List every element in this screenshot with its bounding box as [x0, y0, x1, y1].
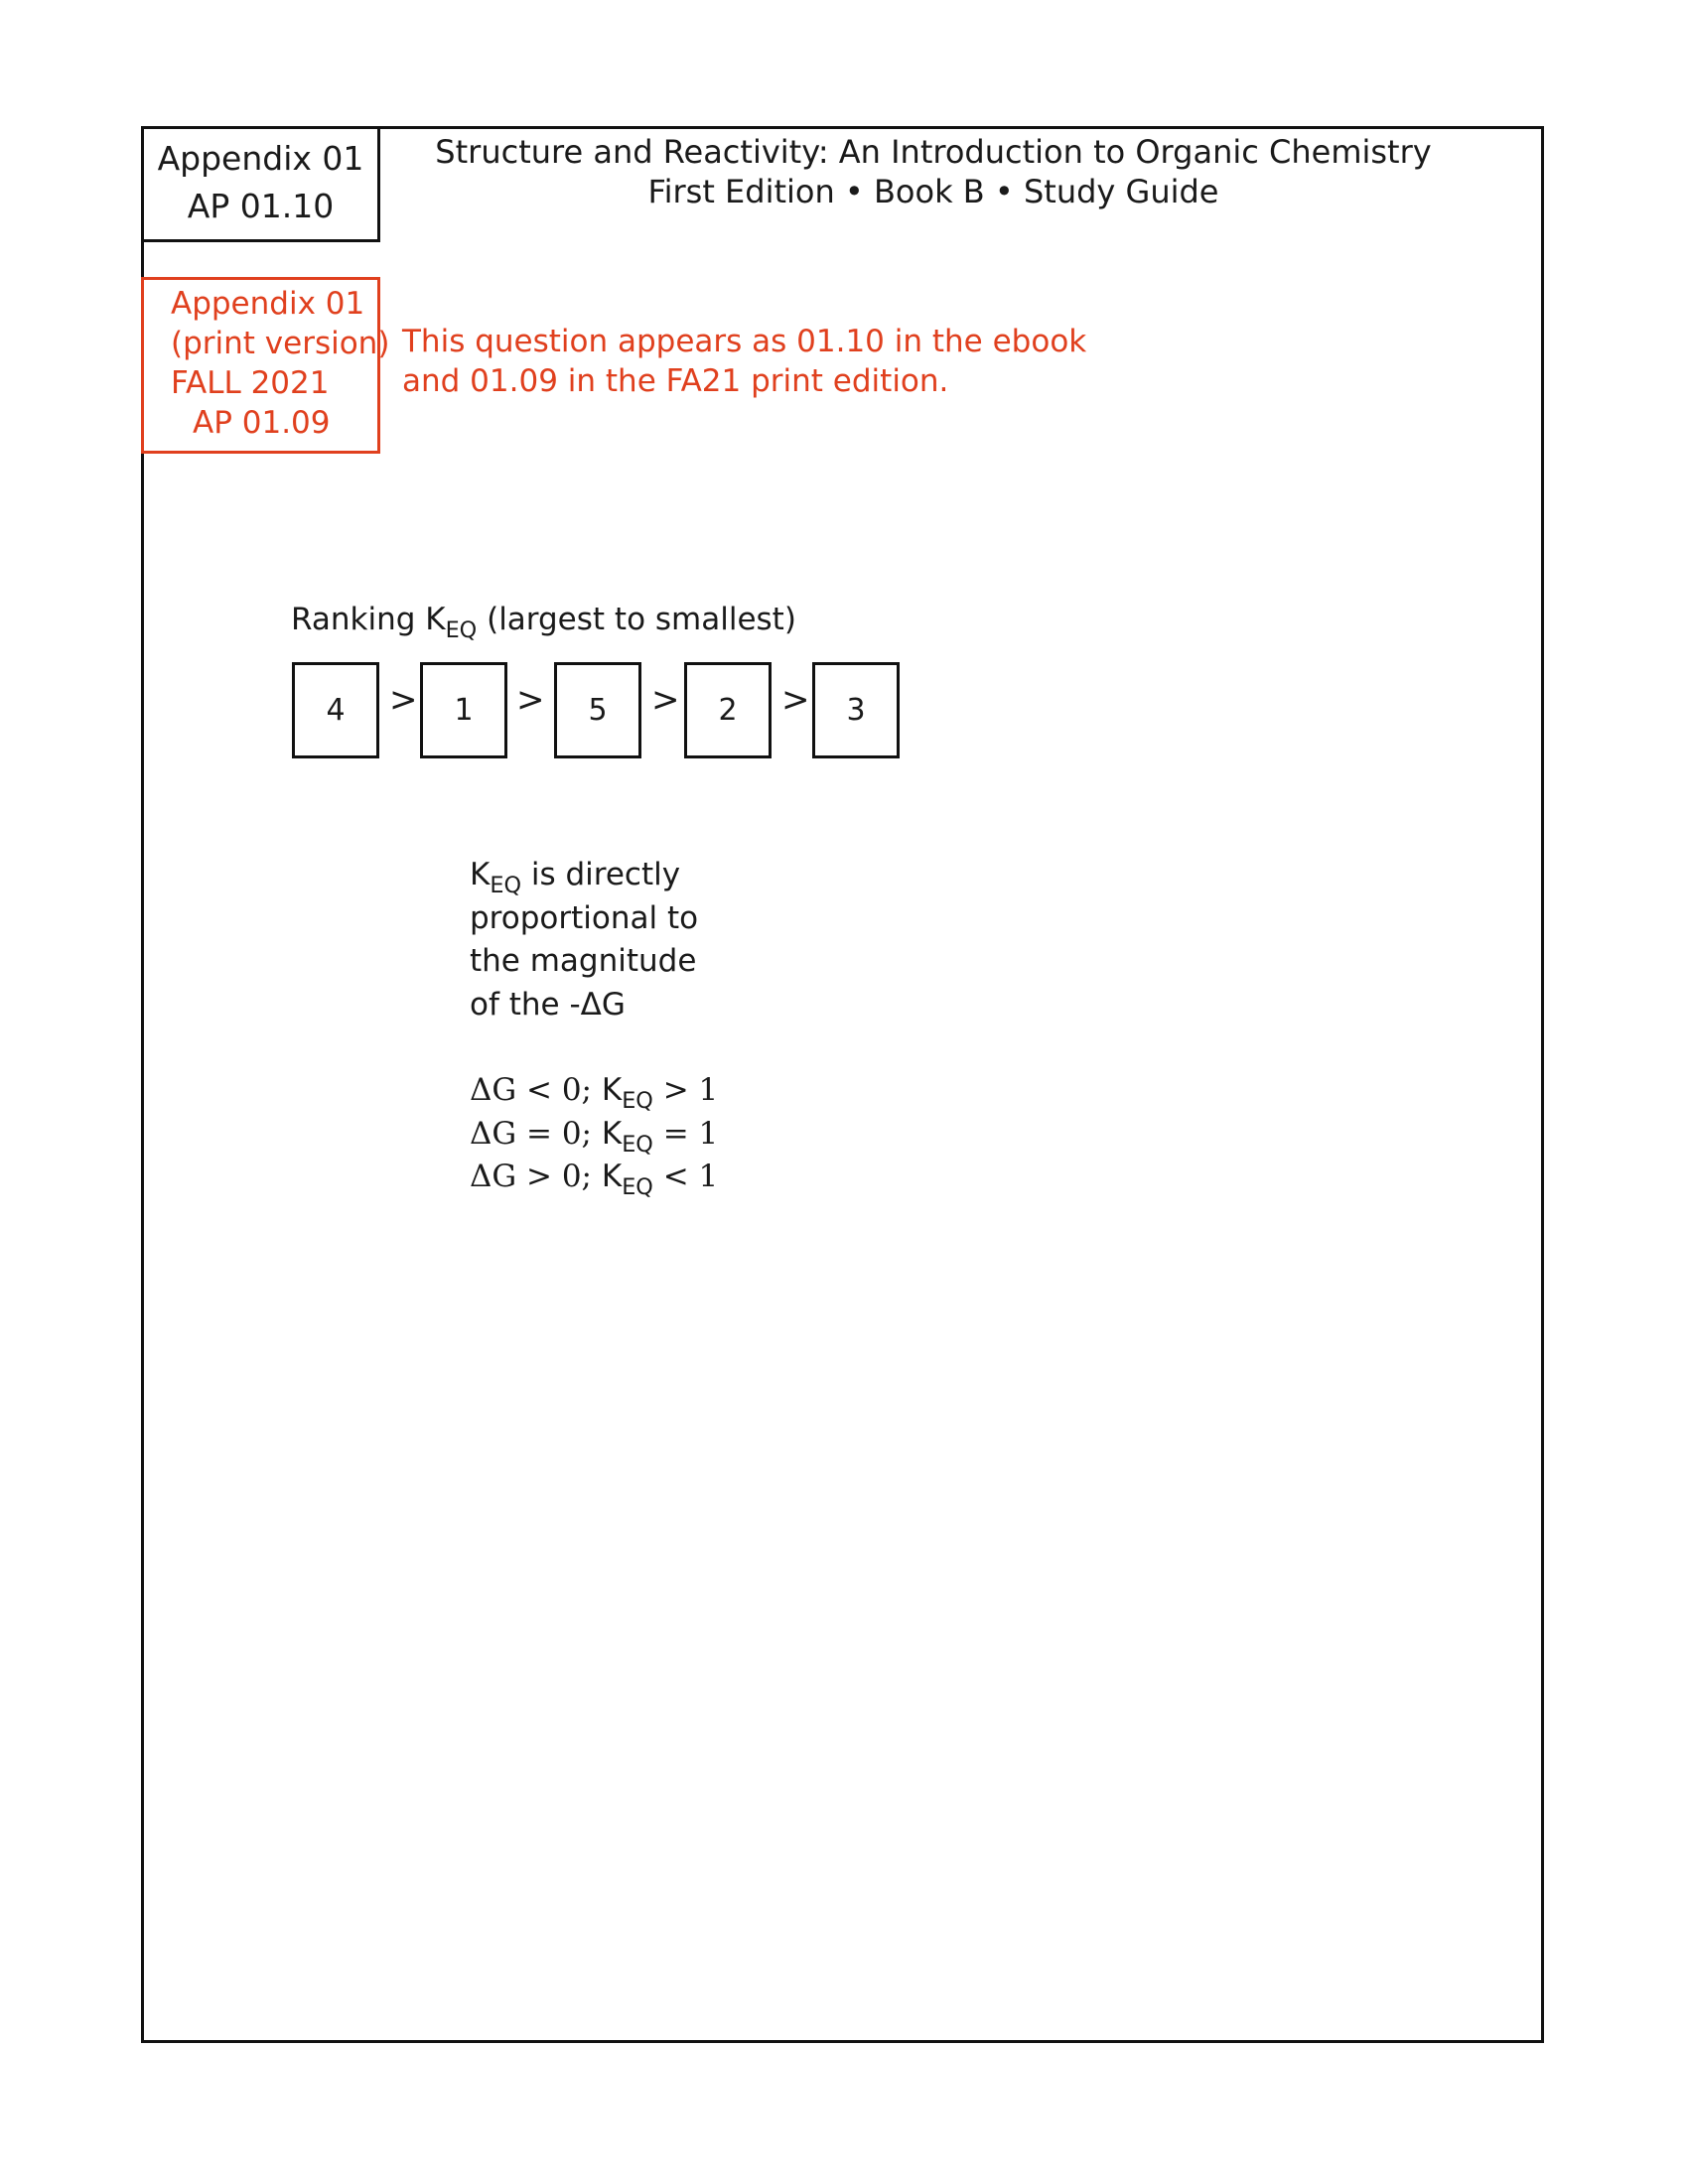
print-box-line-3: FALL 2021: [171, 365, 330, 401]
rank-box-4: 2: [684, 662, 772, 758]
ranking-label-prefix: Ranking K: [291, 602, 446, 637]
relation-negative: [470, 1069, 718, 1113]
explanation-line-1-rest: is directly: [521, 857, 681, 892]
ranking-label: [291, 600, 796, 643]
relation-positive: [470, 1156, 718, 1199]
print-box-line-4: AP 01.09: [193, 405, 331, 441]
edition-note: [402, 322, 1086, 401]
relation-positive-sub: EQ: [622, 1173, 653, 1200]
rank-separator-3: >: [651, 680, 680, 720]
relation-zero-left: ΔG = 0;: [470, 1115, 602, 1152]
ranking-label-subscript: EQ: [445, 616, 478, 643]
appendix-code: AP 01.10: [187, 187, 335, 225]
rank-separator-4: >: [781, 680, 810, 720]
title-line-2: First Edition • Book B • Study Guide: [647, 173, 1219, 210]
delta-g-relations: [470, 1069, 718, 1199]
explanation-k: K: [470, 857, 491, 892]
explanation-line-4: of the -ΔG: [470, 986, 626, 1023]
edition-note-line-1: This question appears as 01.10 in the ebook: [402, 324, 1087, 359]
relation-negative-sub: EQ: [622, 1087, 653, 1114]
explanation-subscript: EQ: [490, 872, 522, 898]
rank-box-3: 5: [554, 662, 641, 758]
relation-zero-sub: EQ: [622, 1131, 653, 1158]
rank-box-5: 3: [812, 662, 900, 758]
ranking-label-suffix: (largest to smallest): [477, 602, 796, 637]
rank-separator-2: >: [516, 680, 545, 720]
page-title: [387, 132, 1479, 211]
explanation-line-3: the magnitude: [470, 943, 697, 979]
explanation-line-2: proportional to: [470, 899, 699, 936]
relation-positive-left: ΔG > 0;: [470, 1159, 602, 1194]
relation-negative-left: ΔG < 0;: [470, 1072, 602, 1108]
relation-zero: [470, 1113, 718, 1157]
print-box-line-2: (print version): [171, 326, 390, 361]
rank-box-2: 1: [420, 662, 507, 758]
relation-positive-k: K: [601, 1159, 623, 1194]
relation-negative-right: > 1: [652, 1072, 719, 1108]
appendix-label: Appendix 01: [157, 139, 364, 178]
rank-box-1: 4: [292, 662, 379, 758]
edition-note-line-2: and 01.09 in the FA21 print edition.: [402, 363, 949, 399]
relation-positive-right: < 1: [652, 1159, 719, 1194]
keq-explanation: [470, 854, 698, 1026]
explanation-line-1: [470, 854, 698, 897]
title-line-1: Structure and Reactivity: An Introduction to Organic Chemistry: [435, 133, 1432, 171]
print-version-box: [141, 277, 390, 454]
appendix-box: [141, 126, 380, 242]
relation-negative-k: K: [601, 1072, 623, 1108]
relation-zero-right: = 1: [652, 1115, 719, 1152]
rank-separator-1: >: [389, 680, 418, 720]
relation-zero-k: K: [601, 1115, 623, 1152]
print-box-line-1: Appendix 01: [171, 286, 365, 322]
